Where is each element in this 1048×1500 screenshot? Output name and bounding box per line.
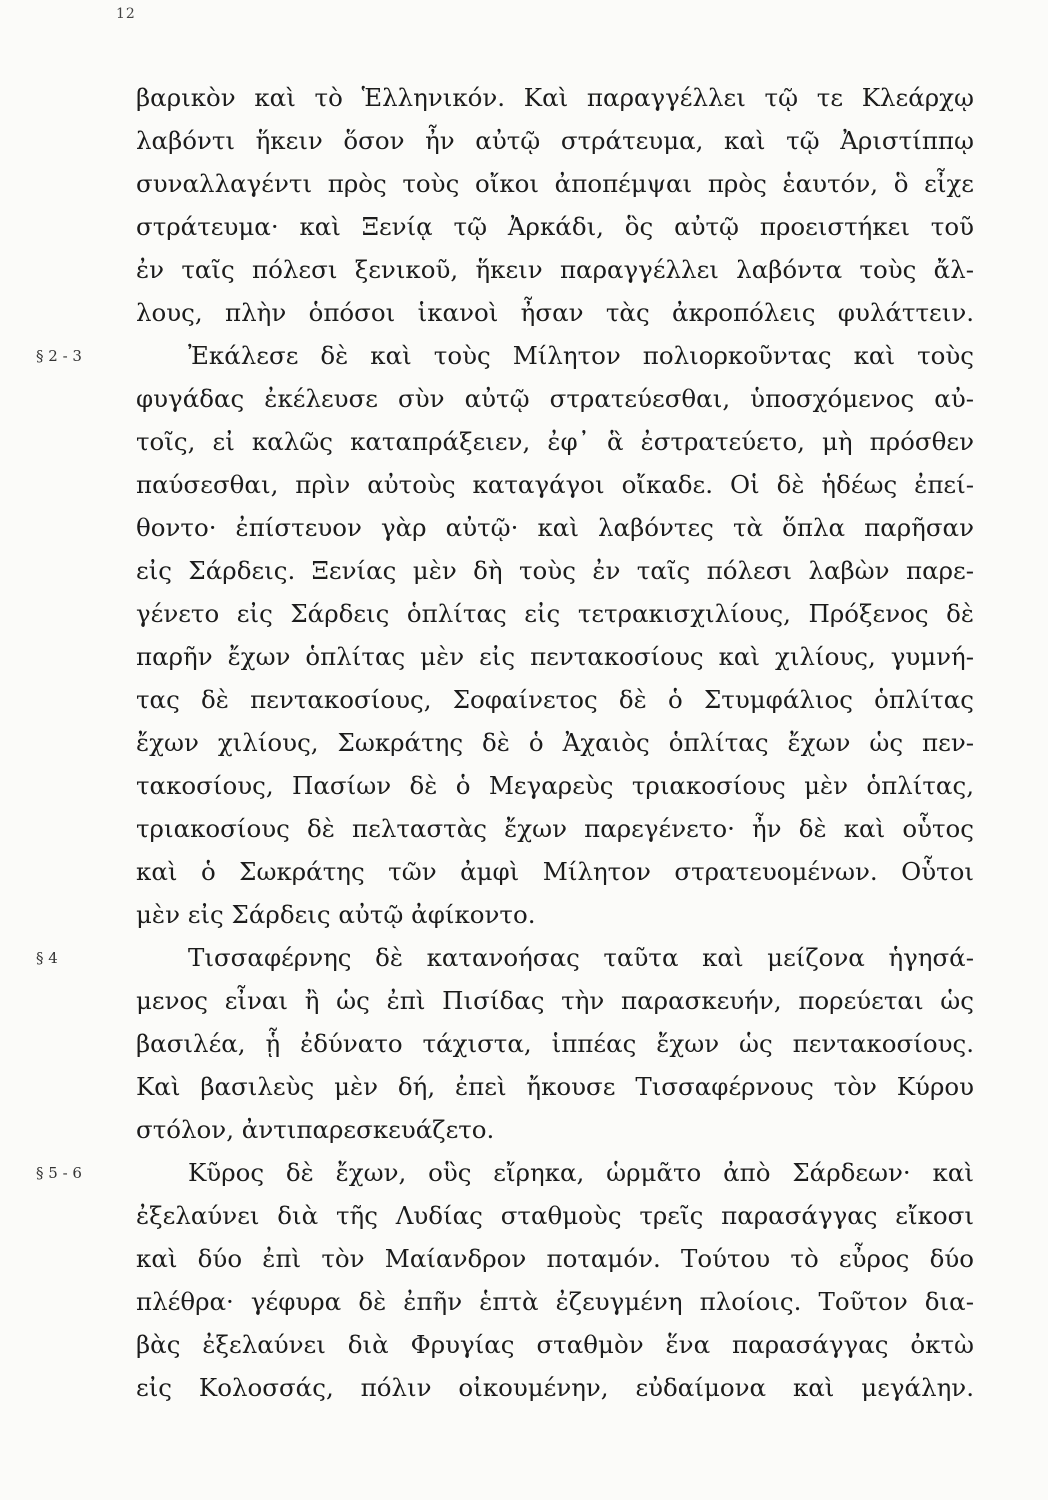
text-line: τοῖς, εἰ καλῶς καταπράξειεν, ἐφ᾽ ἃ ἐστρατεύετο, μὴ πρόσθεν: [136, 427, 974, 456]
text-line: εἰς Κολοσσάς, πόλιν οἰκουμένην, εὐδαίμονα καὶ μεγάλην.: [136, 1373, 974, 1402]
text-line: παύσεσθαι, πρὶν αὐτοὺς καταγάγοι οἴκαδε. Οἱ δὲ ἡδέως ἐπεί-: [136, 470, 974, 499]
text-line: βασιλέα, ᾗ ἐδύνατο τάχιστα, ἱππέας ἔχων ὡς πεντακοσίους.: [136, 1029, 974, 1058]
text-line: βὰς ἐξελαύνει διὰ Φρυγίας σταθμὸν ἕνα παρασάγγας ὀκτὼ: [136, 1330, 974, 1359]
text-line: Κῦρος δὲ ἔχων, οὓς εἴρηκα, ὡρμᾶτο ἀπὸ Σάρδεων· καὶ: [188, 1158, 974, 1187]
text-line: τριακοσίους δὲ πελταστὰς ἔχων παρεγένετο· ἦν δὲ καὶ οὗτος: [136, 814, 974, 843]
text-line: Καὶ βασιλεὺς μὲν δή, ἐπεὶ ἤκουσε Τισσαφέρνους τὸν Κύρου: [136, 1072, 974, 1101]
text-line: εἰς Σάρδεις. Ξενίας μὲν δὴ τοὺς ἐν ταῖς πόλεσι λαβὼν παρε-: [136, 556, 974, 585]
text-line: στόλον, ἀντιπαρεσκευάζετο.: [136, 1115, 495, 1144]
text-line: τας δὲ πεντακοσίους, Σοφαίνετος δὲ ὁ Στυμφάλιος ὁπλίτας: [136, 685, 974, 714]
text-line: βαρικὸν καὶ τὸ Ἑλληνικόν. Καὶ παραγγέλλει τῷ τε Κλεάρχῳ: [136, 83, 974, 112]
text-line: ἔχων χιλίους, Σωκράτης δὲ ὁ Ἀχαιὸς ὁπλίτας ἔχων ὡς πεν-: [136, 728, 974, 757]
text-line: παρῆν ἔχων ὁπλίτας μὲν εἰς πεντακοσίους καὶ χιλίους, γυμνή-: [136, 642, 974, 671]
section-mark: § 2 - 3: [36, 347, 82, 365]
text-line: λαβόντι ἥκειν ὅσον ἦν αὐτῷ στράτευμα, καὶ τῷ Ἀριστίππῳ: [136, 126, 974, 155]
text-line: πλέθρα· γέφυρα δὲ ἐπῆν ἑπτὰ ἐζευγμένη πλοίοις. Τοῦτον δια-: [136, 1287, 974, 1316]
text-line: στράτευμα· καὶ Ξενίᾳ τῷ Ἀρκάδι, ὃς αὐτῷ προειστήκει τοῦ: [136, 212, 974, 241]
text-line: λους, πλὴν ὁπόσοι ἱκανοὶ ἦσαν τὰς ἀκροπόλεις φυλάττειν.: [136, 298, 974, 327]
text-line: συναλλαγέντι πρὸς τοὺς οἴκοι ἀποπέμψαι πρὸς ἑαυτόν, ὃ εἶχε: [136, 169, 974, 198]
section-mark: § 4: [36, 949, 58, 967]
page-number: 12: [116, 6, 136, 22]
text-line: μὲν εἰς Σάρδεις αὐτῷ ἀφίκοντο.: [136, 900, 536, 929]
text-line: γένετο εἰς Σάρδεις ὁπλίτας εἰς τετρακισχιλίους, Πρόξενος δὲ: [136, 599, 974, 628]
text-line: Τισσαφέρνης δὲ κατανοήσας ταῦτα καὶ μείζονα ἡγησά-: [188, 943, 974, 972]
text-line: καὶ ὁ Σωκράτης τῶν ἀμφὶ Μίλητον στρατευομένων. Οὗτοι: [136, 857, 974, 886]
text-line: θοντο· ἐπίστευον γὰρ αὐτῷ· καὶ λαβόντες τὰ ὅπλα παρῆσαν: [136, 513, 974, 542]
text-line: τακοσίους, Πασίων δὲ ὁ Μεγαρεὺς τριακοσίους μὲν ὁπλίτας,: [136, 771, 974, 800]
text-line: μενος εἶναι ἢ ὡς ἐπὶ Πισίδας τὴν παρασκευήν, πορεύεται ὡς: [136, 986, 974, 1015]
text-line: ἐξελαύνει διὰ τῆς Λυδίας σταθμοὺς τρεῖς παρασάγγας εἴκοσι: [136, 1201, 974, 1230]
text-line: ἐν ταῖς πόλεσι ξενικοῦ, ἥκειν παραγγέλλει λαβόντα τοὺς ἄλ-: [136, 255, 974, 284]
text-line: καὶ δύο ἐπὶ τὸν Μαίανδρον ποταμόν. Τούτου τὸ εὖρος δύο: [136, 1244, 974, 1273]
section-mark: § 5 - 6: [36, 1164, 82, 1182]
text-line: φυγάδας ἐκέλευσε σὺν αὐτῷ στρατεύεσθαι, ὑποσχόμενος αὐ-: [136, 384, 974, 413]
text-line: Ἐκάλεσε δὲ καὶ τοὺς Μίλητον πολιορκοῦντας καὶ τοὺς: [188, 341, 974, 370]
